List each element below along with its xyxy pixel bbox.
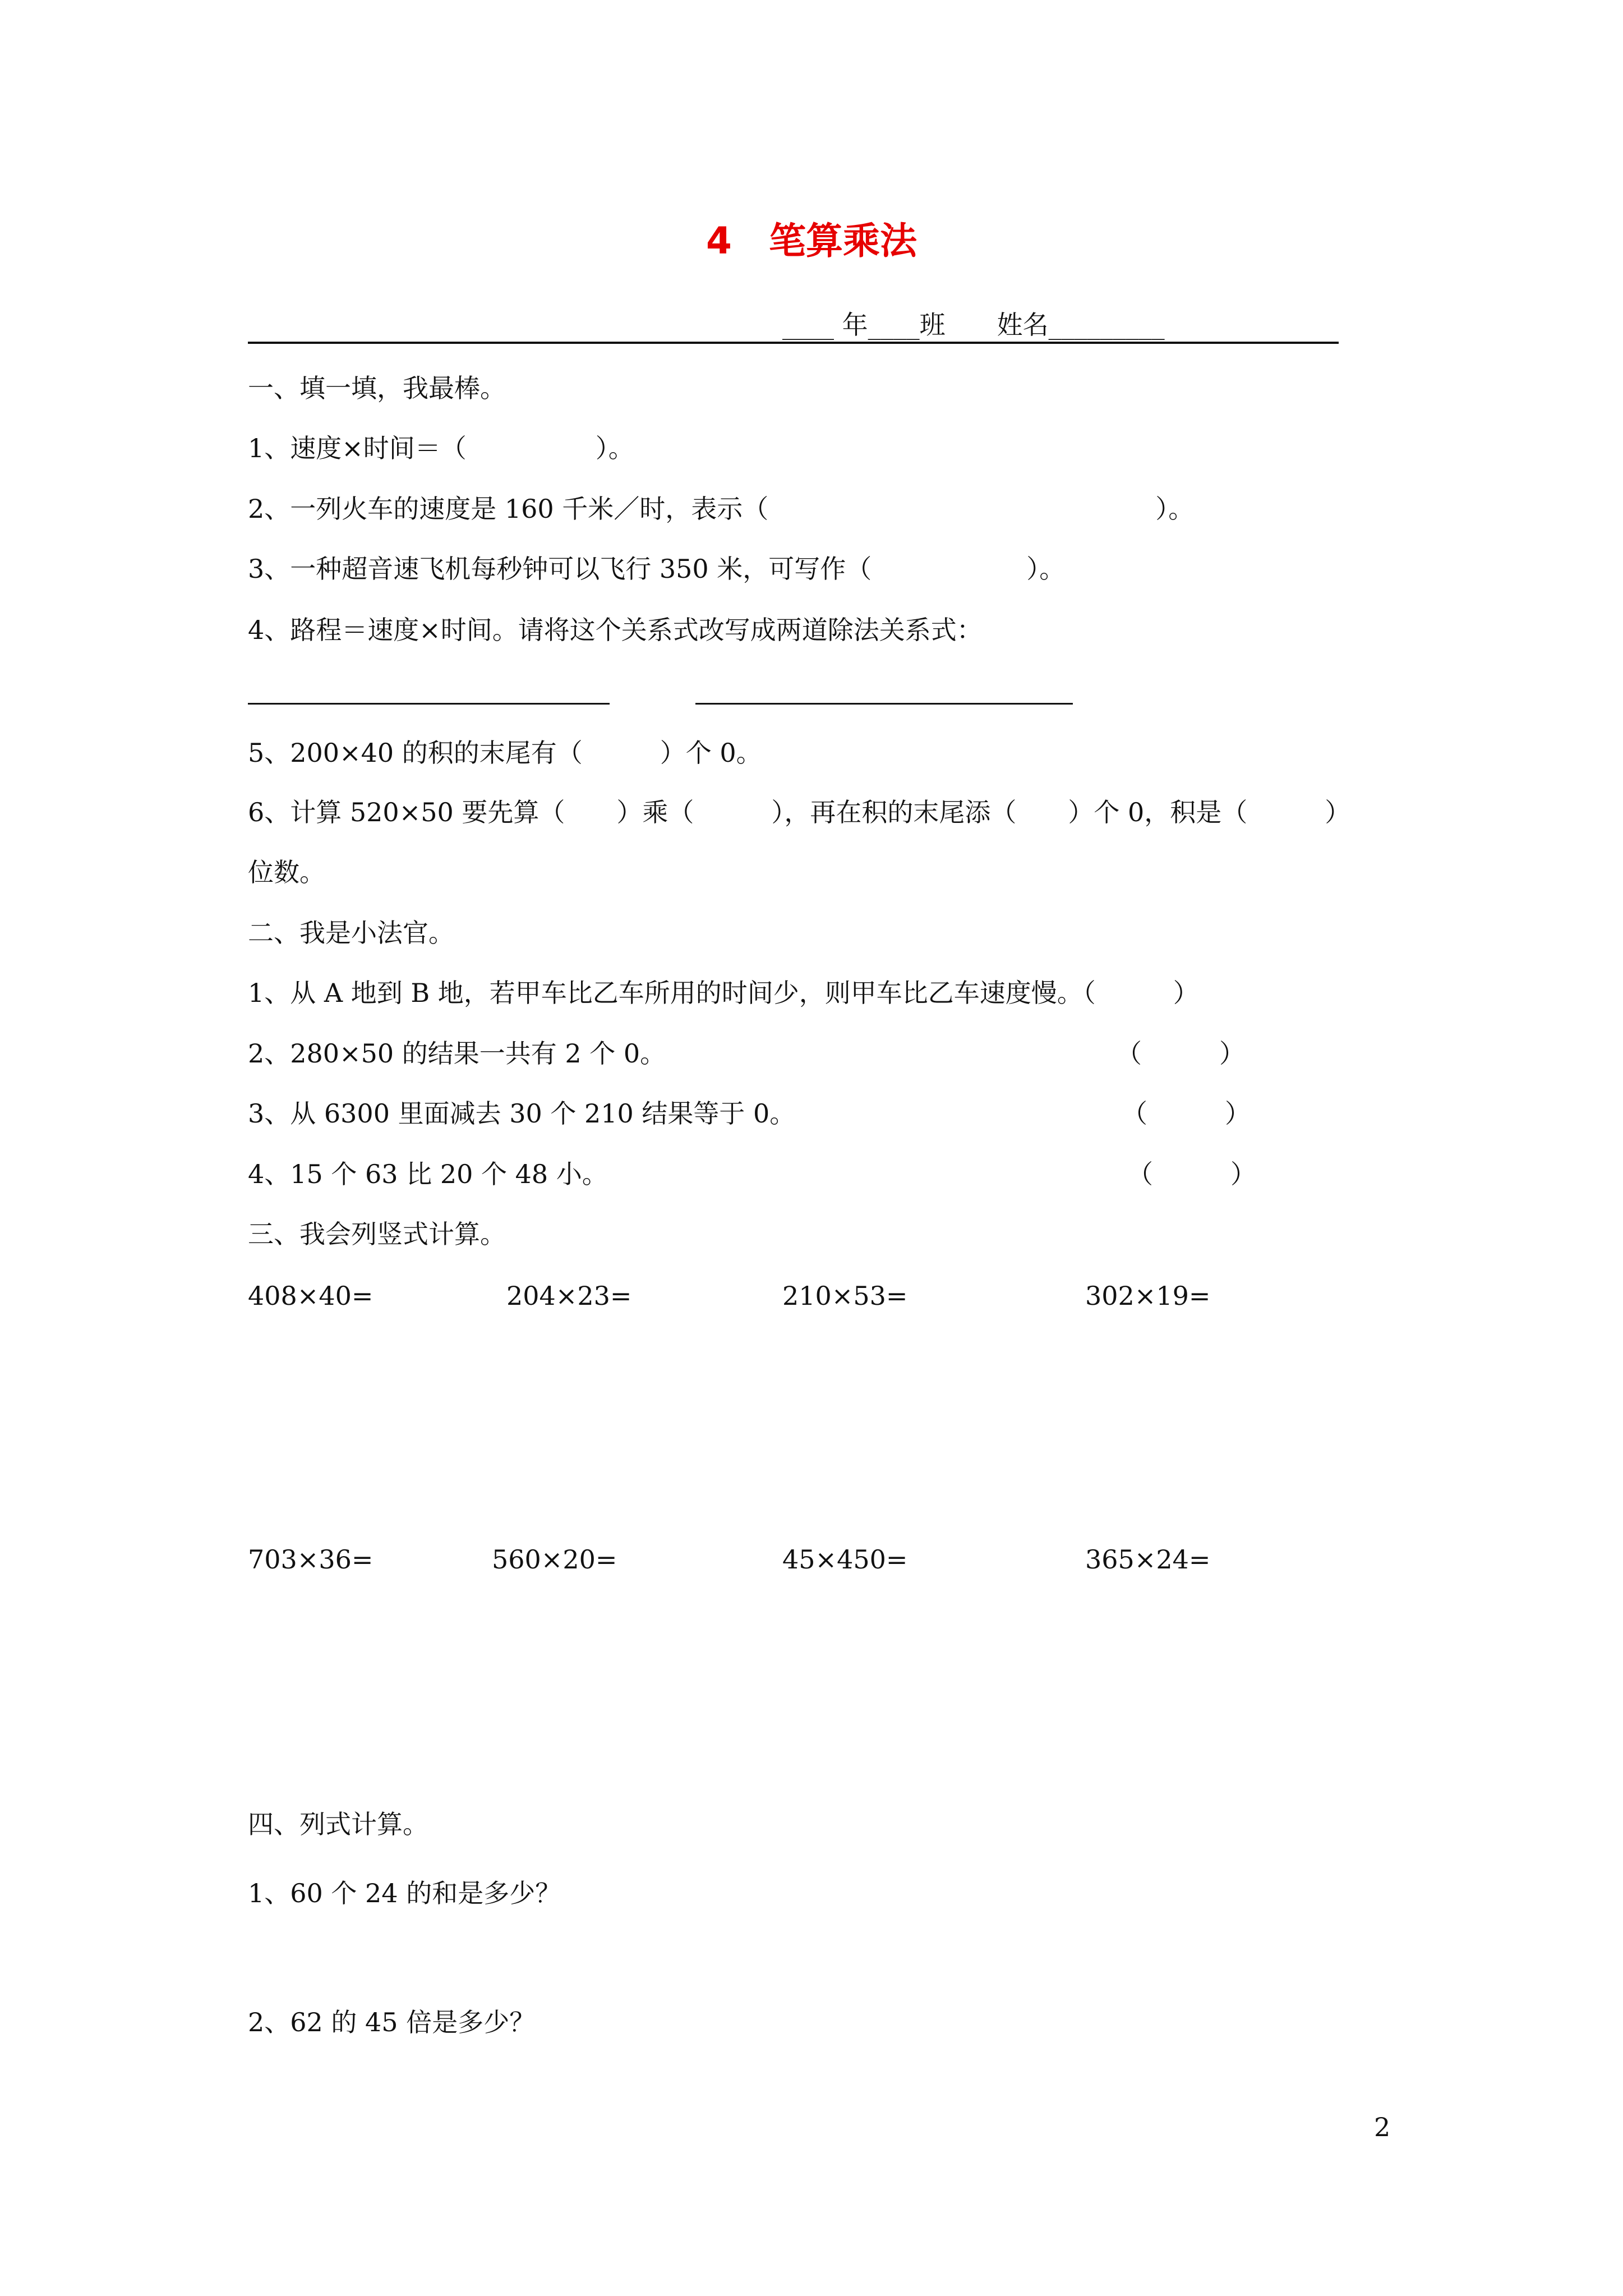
s1-question-6-line-2: 位数。 xyxy=(248,857,325,887)
section-2-heading: 二、我是小法官。 xyxy=(248,918,454,948)
s1-question-1: 1、速度×时间＝（ ）。 xyxy=(248,433,634,463)
s2-question-4-paren: （ ） xyxy=(1127,1159,1256,1189)
s2-question-2: 2、280×50 的结果一共有 2 个 0。 xyxy=(248,1038,666,1069)
s2-question-3: 3、从 6300 里面减去 30 个 210 结果等于 0。 xyxy=(248,1098,796,1129)
s4-question-1: 1、60 个 24 的和是多少？ xyxy=(248,1878,561,1908)
s1-question-6-line-1: 6、计算 520×50 要先算（ ）乘（ ），再在积的末尾添（ ）个 0，积是（ ） xyxy=(248,797,1351,827)
s1-question-3: 3、一种超音速飞机每秒钟可以飞行 350 米，可写作（ ）。 xyxy=(248,554,1066,584)
s4-question-2: 2、62 的 45 倍是多少？ xyxy=(248,2007,536,2037)
answer-line-1 xyxy=(248,703,610,705)
s1-question-5: 5、200×40 的积的末尾有（ ）个 0。 xyxy=(248,738,762,768)
s2-question-4: 4、15 个 63 比 20 个 48 小。 xyxy=(248,1159,608,1189)
calc-item: 560×20= xyxy=(492,1544,617,1575)
s1-question-2: 2、一列火车的速度是 160 千米／时，表示（ ）。 xyxy=(248,494,1195,524)
s2-question-1: 1、从 A 地到 B 地，若甲车比乙车所用的时间少，则甲车比乙车速度慢。（ ） xyxy=(248,978,1199,1008)
page-title: 4 笔算乘法 xyxy=(706,219,917,263)
section-3-heading: 三、我会列竖式计算。 xyxy=(248,1219,506,1249)
calc-item: 210×53= xyxy=(782,1281,908,1311)
calc-item: 204×23= xyxy=(506,1281,632,1311)
s1-question-4: 4、路程＝速度×时间。请将这个关系式改写成两道除法关系式： xyxy=(248,615,983,645)
calc-item: 408×40= xyxy=(248,1281,374,1311)
class-info: ____ 年____班 姓名_________ xyxy=(782,310,1165,340)
answer-line-2 xyxy=(695,703,1073,705)
header-rule xyxy=(248,342,1339,344)
calc-item: 703×36= xyxy=(248,1544,374,1575)
s2-question-2-paren: （ ） xyxy=(1116,1038,1245,1069)
calc-item: 302×19= xyxy=(1085,1281,1211,1311)
section-4-heading: 四、列式计算。 xyxy=(248,1809,428,1839)
calc-item: 45×450= xyxy=(782,1544,908,1575)
calc-item: 365×24= xyxy=(1085,1544,1211,1575)
page-number: 2 xyxy=(1374,2112,1391,2142)
section-1-heading: 一、填一填，我最棒。 xyxy=(248,373,506,403)
s2-question-3-paren: （ ） xyxy=(1122,1098,1251,1129)
